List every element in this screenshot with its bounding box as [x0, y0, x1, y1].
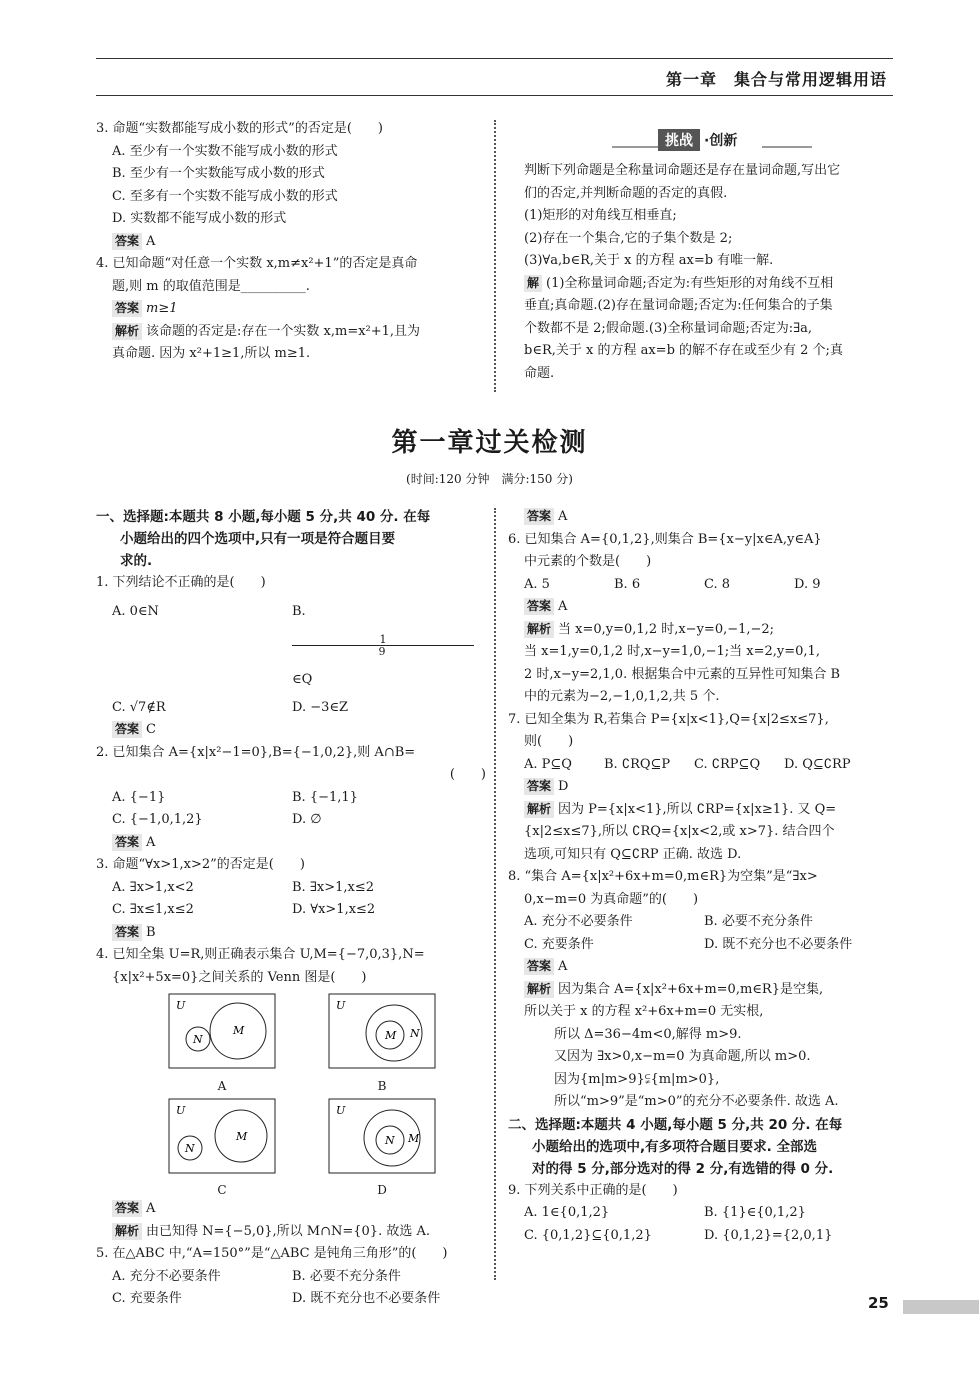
analysis-line: [508, 979, 894, 1002]
option-b: B. 必要不充分条件: [292, 1268, 401, 1284]
option-d: D. Q⊆∁RP: [784, 756, 851, 772]
option-c: C. 8: [704, 576, 731, 592]
analysis-line: 选项,可知只有 Q⊆∁RP 正确. 故选 D.: [524, 846, 742, 862]
option-row: [508, 1202, 894, 1225]
venn-m-label: M: [408, 1131, 420, 1145]
answer-value: C: [146, 722, 156, 737]
question-stem: 1. 下列结论不正确的是( ): [96, 575, 266, 590]
solution-line: b∈R,关于 x 的方程 ax=b 的解不存在或至少有 2 个;真: [524, 343, 843, 358]
answer-value: m≥1: [146, 301, 178, 316]
analysis-tag: 解析: [524, 981, 554, 998]
answer-value: A: [146, 233, 156, 249]
answer-value: A: [146, 834, 156, 850]
question-stem-cont: 则( ): [524, 734, 574, 749]
question-stem: 2. 已知集合 A={x|x²−1=0},B={−1,0,2},则 A∩B=: [96, 744, 416, 760]
answer-tag: 答案: [524, 958, 554, 975]
section-heading-line: 一、选择题:本题共 8 小题,每小题 5 分,共 40 分. 在每: [96, 509, 431, 525]
option-row: [96, 1266, 486, 1289]
answer-line: [96, 832, 486, 855]
answer-line: [96, 231, 486, 254]
option-d: D. ∀x>1,x≤2: [292, 902, 376, 917]
analysis-line: [508, 619, 894, 642]
venn-m-label: M: [236, 1129, 248, 1143]
answer-line: [96, 1198, 486, 1221]
column-divider-top: [494, 120, 496, 392]
venn-option-c: [142, 1098, 302, 1199]
option-row: [508, 911, 894, 934]
option-a: A. P⊆Q: [524, 756, 572, 772]
option-row: [96, 595, 486, 697]
challenge-item: (3)∀a,b∈R,关于 x 的方程 ax=b 有唯一解.: [524, 253, 774, 268]
venn-n-label: N: [193, 1033, 203, 1046]
analysis-line: [96, 321, 486, 344]
bottom-right-column: [508, 506, 894, 1247]
answer-tag: 答案: [524, 778, 554, 795]
answer-tag: 答案: [112, 924, 142, 941]
solution-line: 垂直;真命题.(2)存在量词命题;否定为:任何集合的子集: [524, 298, 833, 313]
venn-diagram-c: [168, 1098, 276, 1174]
venn-caption: B: [377, 1078, 387, 1093]
question-stem-cont: ( ): [449, 767, 486, 782]
option-row: [508, 934, 894, 957]
option-b: B. {1}∈{0,1,2}: [704, 1205, 806, 1220]
answer-value: A: [146, 1201, 156, 1216]
option-c: C. ∃x≤1,x≤2: [112, 902, 194, 917]
answer-value: D: [558, 779, 569, 794]
section-heading-line: 求的.: [120, 553, 153, 569]
venn-row: [142, 993, 486, 1094]
venn-caption: A: [217, 1078, 227, 1093]
analysis-tag: 解析: [112, 323, 142, 340]
option-row: [508, 754, 894, 777]
answer-value: A: [558, 509, 568, 524]
venn-diagram-b: [328, 993, 436, 1069]
answer-line: [96, 719, 486, 742]
option-a: A. 至少有一个实数不能写成小数的形式: [112, 143, 338, 159]
option-row: [96, 697, 486, 720]
fraction-denominator: 9: [378, 644, 386, 658]
option-b-prefix: B.: [292, 603, 306, 619]
option-row: [96, 809, 486, 832]
analysis-line: [96, 1221, 486, 1244]
analysis-line: 2 时,x−y=2,1,0. 根据集合中元素的互异性可知集合 B: [524, 666, 841, 682]
section-heading-line: 二、选择题:本题共 4 小题,每小题 5 分,共 20 分. 在每: [508, 1116, 843, 1133]
badge-left-text: 挑战: [665, 133, 693, 149]
option-b-suffix: ∈Q: [292, 671, 313, 687]
option-d: D. 实数都不能写成小数的形式: [112, 211, 287, 226]
option-b: [292, 595, 472, 697]
solution-line: 个数都不是 2;假命题.(3)全称量词命题;否定为:∃a,: [524, 320, 813, 336]
section-heading: [96, 506, 486, 572]
analysis-line: [508, 799, 894, 822]
question-stem: 6. 已知集合 A={0,1,2},则集合 B={x−y|x∈A,y∈A}: [508, 531, 822, 547]
fraction: [292, 634, 472, 657]
question-stem: 7. 已知全集为 R,若集合 P={x|x<1},Q={x|2≤x≤7},: [508, 711, 829, 727]
option-c: C. √7∉R: [112, 699, 166, 715]
analysis-text: 因为 P={x|x<1},所以 ∁RP={x|x≥1}. 又 Q=: [558, 801, 837, 817]
header-rule-top: [96, 58, 893, 59]
column-divider-bottom: [494, 508, 496, 1280]
option-row: [96, 787, 486, 810]
answer-tag: 答案: [112, 233, 142, 250]
venn-m-label: M: [233, 1024, 245, 1037]
answer-tag: 答案: [112, 1200, 142, 1217]
analysis-tag: 解析: [524, 801, 554, 818]
option-b: B. 必要不充分条件: [704, 914, 813, 929]
option-a: A. ∃x>1,x<2: [112, 879, 194, 895]
option-row: [508, 574, 894, 597]
option-row: [96, 899, 486, 922]
option-c: C. {−1,0,1,2}: [112, 812, 203, 827]
chapter-header: 第一章 集合与常用逻辑用语: [665, 70, 887, 89]
option-b: B. ∁RQ⊆P: [604, 756, 671, 772]
venn-caption: D: [377, 1183, 387, 1197]
answer-value: A: [558, 959, 568, 974]
analysis-tag: 解析: [524, 621, 554, 638]
venn-caption: C: [217, 1183, 227, 1197]
answer-line: [508, 956, 894, 979]
option-d: D. 既不充分也不必要条件: [292, 1291, 441, 1306]
option-b: B. {−1,1}: [292, 789, 358, 805]
solution-line: 命题.: [524, 365, 555, 381]
venn-u-label: U: [336, 1103, 346, 1117]
solution-line: [524, 273, 894, 296]
question-stem-cont: 题,则 m 的取值范围是__________.: [112, 278, 310, 294]
question-stem: 5. 在△ABC 中,“A=150°”是“△ABC 是钝角三角形”的( ): [96, 1246, 448, 1261]
venn-u-label: U: [176, 1103, 186, 1117]
venn-option-a: [142, 993, 302, 1094]
analysis-line: 所以 Δ=36−4m<0,解得 m>9.: [554, 1026, 742, 1042]
question-stem: 3. 命题“∀x>1,x>2”的否定是( ): [96, 857, 305, 872]
option-d: D. 既不充分也不必要条件: [704, 936, 853, 952]
answer-tag: 答案: [112, 300, 142, 317]
question-stem-cont: 0,x−m=0 为真命题”的( ): [524, 891, 699, 907]
section-heading-line: 小题给出的四个选项中,只有一项是符合题目要: [120, 531, 396, 547]
top-left-column: [96, 118, 486, 366]
venn-diagram-a: [168, 993, 276, 1069]
venn-option-d: [302, 1098, 462, 1199]
page-number-bar: [903, 1300, 979, 1314]
option-d: D. −3∈Z: [292, 699, 349, 715]
section-heading: [508, 1114, 894, 1180]
section-heading-line: 对的得 5 分,部分选对的得 2 分,有选错的得 0 分.: [532, 1160, 834, 1177]
analysis-line: 所以“m>9”是“m>0”的充分不必要条件. 故选 A.: [554, 1094, 839, 1109]
venn-n-label: N: [185, 1141, 195, 1155]
answer-tag: 答案: [112, 834, 142, 851]
venn-m-label: M: [385, 1029, 397, 1042]
analysis-line: 所以关于 x 的方程 x²+6x+m=0 无实根,: [524, 1004, 764, 1019]
option-a: A. 充分不必要条件: [524, 914, 633, 929]
venn-u-label: U: [336, 999, 346, 1012]
question-stem: 4. 已知全集 U=R,则正确表示集合 U,M={−7,0,3},N=: [96, 947, 425, 962]
analysis-text: 由已知得 N={−5,0},所以 M∩N={0}. 故选 A.: [146, 1223, 430, 1239]
badge-right-text: ·创新: [704, 133, 738, 149]
answer-line: [508, 506, 894, 529]
exam-title: 第一章过关检测: [391, 428, 588, 458]
challenge-badge: [612, 125, 812, 153]
answer-line: [508, 776, 894, 799]
option-a: A. 5: [524, 576, 550, 592]
challenge-stem: 们的否定,并判断命题的否定的真假.: [524, 185, 728, 201]
option-d: D. 9: [794, 576, 821, 592]
option-c: C. ∁RP⊆Q: [694, 756, 761, 772]
option-row: [96, 1288, 486, 1311]
analysis-line: 当 x=1,y=0,1,2 时,x−y=1,0,−1;当 x=2,y=0,1,: [524, 644, 820, 659]
bottom-left-column: [96, 506, 486, 1311]
analysis-line: 又因为 ∃x>0,x−m=0 为真命题,所以 m>0.: [554, 1049, 811, 1064]
analysis-text: 因为集合 A={x|x²+6x+m=0,m∈R}是空集,: [558, 981, 824, 997]
analysis-tag: 解析: [112, 1223, 142, 1240]
answer-tag: 答案: [524, 598, 554, 615]
analysis-line: 真命题. 因为 x²+1≥1,所以 m≥1.: [112, 346, 311, 361]
option-a: A. 1∈{0,1,2}: [524, 1205, 610, 1220]
analysis-text: 该命题的否定是:存在一个实数 x,m=x²+1,且为: [146, 323, 421, 339]
solution-text: (1)全称量词命题;否定为:有些矩形的对角线不互相: [546, 275, 834, 291]
option-b: B. ∃x>1,x≤2: [292, 879, 374, 895]
option-a: A. 0∈N: [112, 603, 159, 619]
option-c: C. 至多有一个实数不能写成小数的形式: [112, 188, 338, 204]
challenge-item: (1)矩形的对角线互相垂直;: [524, 208, 677, 223]
venn-diagram-d: [328, 1098, 436, 1174]
answer-value: A: [558, 599, 568, 614]
venn-n-label: N: [410, 1027, 420, 1040]
question-stem: 3. 命题“实数都能写成小数的形式”的否定是( ): [96, 121, 383, 136]
analysis-text: 当 x=0,y=0,1,2 时,x−y=0,−1,−2;: [558, 621, 775, 637]
analysis-line: {x|2≤x≤7},所以 ∁RQ={x|x<2,或 x>7}. 结合四个: [524, 824, 835, 839]
analysis-line: 中的元素为−2,−1,0,1,2,共 5 个.: [524, 689, 720, 704]
question-stem-cont: 中元素的个数是( ): [524, 554, 652, 569]
challenge-stem: 判断下列命题是全称量词命题还是存在量词命题,写出它: [524, 163, 841, 178]
option-row: [508, 1225, 894, 1248]
challenge-column: [524, 160, 894, 385]
question-stem-cont: {x|x²+5x=0}之间关系的 Venn 图是( ): [112, 969, 367, 985]
option-c: C. {0,1,2}⊆{0,1,2}: [524, 1227, 652, 1243]
venn-option-b: [302, 993, 462, 1094]
answer-tag: 答案: [112, 721, 142, 738]
answer-value: B: [146, 924, 156, 940]
option-b: B. 至少有一个实数能写成小数的形式: [112, 166, 325, 181]
question-stem: 4. 已知命题“对任意一个实数 x,m≠x²+1”的否定是真命: [96, 256, 418, 271]
challenge-item: (2)存在一个集合,它的子集个数是 2;: [524, 230, 733, 246]
venn-n-label: N: [385, 1133, 395, 1147]
venn-row: [142, 1098, 486, 1199]
fraction-numerator: 1: [292, 634, 474, 646]
option-row: [96, 877, 486, 900]
answer-line: [508, 596, 894, 619]
answer-line: [96, 922, 486, 945]
option-d: D. ∅: [292, 812, 322, 827]
page-number: 25: [868, 1294, 889, 1312]
venn-u-label: U: [176, 999, 186, 1012]
answer-tag: 答案: [524, 508, 554, 525]
option-a: A. 充分不必要条件: [112, 1268, 221, 1284]
option-d: D. {0,1,2}={2,0,1}: [704, 1227, 833, 1243]
exam-subtitle: (时间:120 分钟 满分:150 分): [406, 472, 573, 486]
question-stem: 8. “集合 A={x|x²+6x+m=0,m∈R}为空集”是“∃x>: [508, 869, 818, 884]
option-b: B. 6: [614, 576, 641, 592]
solution-tag: 解: [524, 275, 542, 292]
question-stem: 9. 下列关系中正确的是( ): [508, 1182, 678, 1198]
option-a: A. {−1}: [112, 789, 166, 805]
header-rule-bottom: [96, 95, 893, 96]
analysis-line: 因为{m|m>9}⫋{m|m>0},: [554, 1071, 720, 1087]
option-c: C. 充要条件: [524, 936, 594, 952]
section-heading-line: 小题给出的选项中,有多项符合题目要求. 全部选: [532, 1138, 817, 1155]
option-c: C. 充要条件: [112, 1291, 182, 1306]
answer-line: [96, 298, 486, 321]
